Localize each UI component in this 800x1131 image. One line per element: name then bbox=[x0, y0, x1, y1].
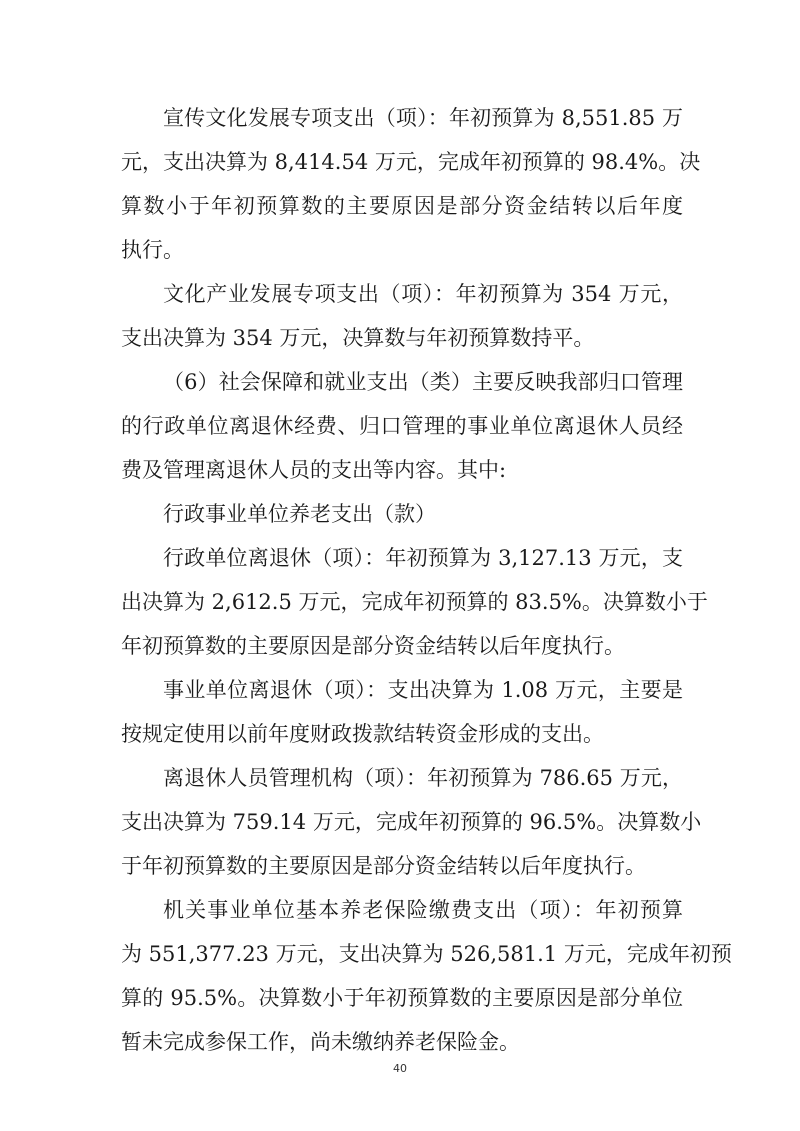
paragraph-line: 出决算为 2,612.5 万元，完成年初预算的 83.5%。决算数小于 bbox=[121, 590, 708, 614]
paragraph-line: 费及管理离退休人员的支出等内容。其中: bbox=[121, 458, 507, 482]
section-heading-line: （6）社会保障和就业支出（类）主要反映我部归口管理 bbox=[163, 370, 683, 394]
paragraph-line: 元，支出决算为 8,414.54 万元，完成年初预算的 98.4%。决 bbox=[121, 150, 701, 174]
page-number: 40 bbox=[393, 1062, 407, 1075]
paragraph-line: 行政单位离退休（项）：年初预算为 3,127.13 万元，支 bbox=[163, 546, 683, 570]
paragraph-line: 年初预算数的主要原因是部分资金结转以后年度执行。 bbox=[121, 634, 625, 658]
paragraph-line: 的行政单位离退休经费、归口管理的事业单位离退休人员经 bbox=[121, 414, 683, 438]
paragraph-line: 按规定使用以前年度财政拨款结转资金形成的支出。 bbox=[121, 722, 604, 746]
paragraph-line: 暂未完成参保工作，尚未缴纳养老保险金。 bbox=[121, 1030, 520, 1054]
paragraph-line: 执行。 bbox=[121, 238, 184, 262]
paragraph-line: 算的 95.5%。决算数小于年初预算数的主要原因是部分单位 bbox=[121, 986, 683, 1010]
paragraph-line: 事业单位离退休（项）：支出决算为 1.08 万元，主要是 bbox=[163, 678, 683, 702]
paragraph-line: 算数小于年初预算数的主要原因是部分资金结转以后年度 bbox=[121, 194, 683, 218]
paragraph-line: 支出决算为 354 万元，决算数与年初预算数持平。 bbox=[121, 326, 595, 350]
paragraph-line: 宣传文化发展专项支出（项）：年初预算为 8,551.85 万 bbox=[163, 106, 683, 130]
subsection-heading: 行政事业单位养老支出（款） bbox=[163, 502, 436, 526]
paragraph-line: 机关事业单位基本养老保险缴费支出（项）：年初预算 bbox=[163, 898, 683, 922]
paragraph-line: 离退休人员管理机构（项）：年初预算为 786.65 万元， bbox=[163, 766, 683, 790]
paragraph-line: 于年初预算数的主要原因是部分资金结转以后年度执行。 bbox=[121, 854, 646, 878]
paragraph-line: 支出决算为 759.14 万元，完成年初预算的 96.5%。决算数小 bbox=[121, 810, 702, 834]
paragraph-line: 为 551,377.23 万元，支出决算为 526,581.1 万元，完成年初预 bbox=[121, 942, 732, 966]
paragraph-line: 文化产业发展专项支出（项）：年初预算为 354 万元， bbox=[163, 282, 683, 306]
